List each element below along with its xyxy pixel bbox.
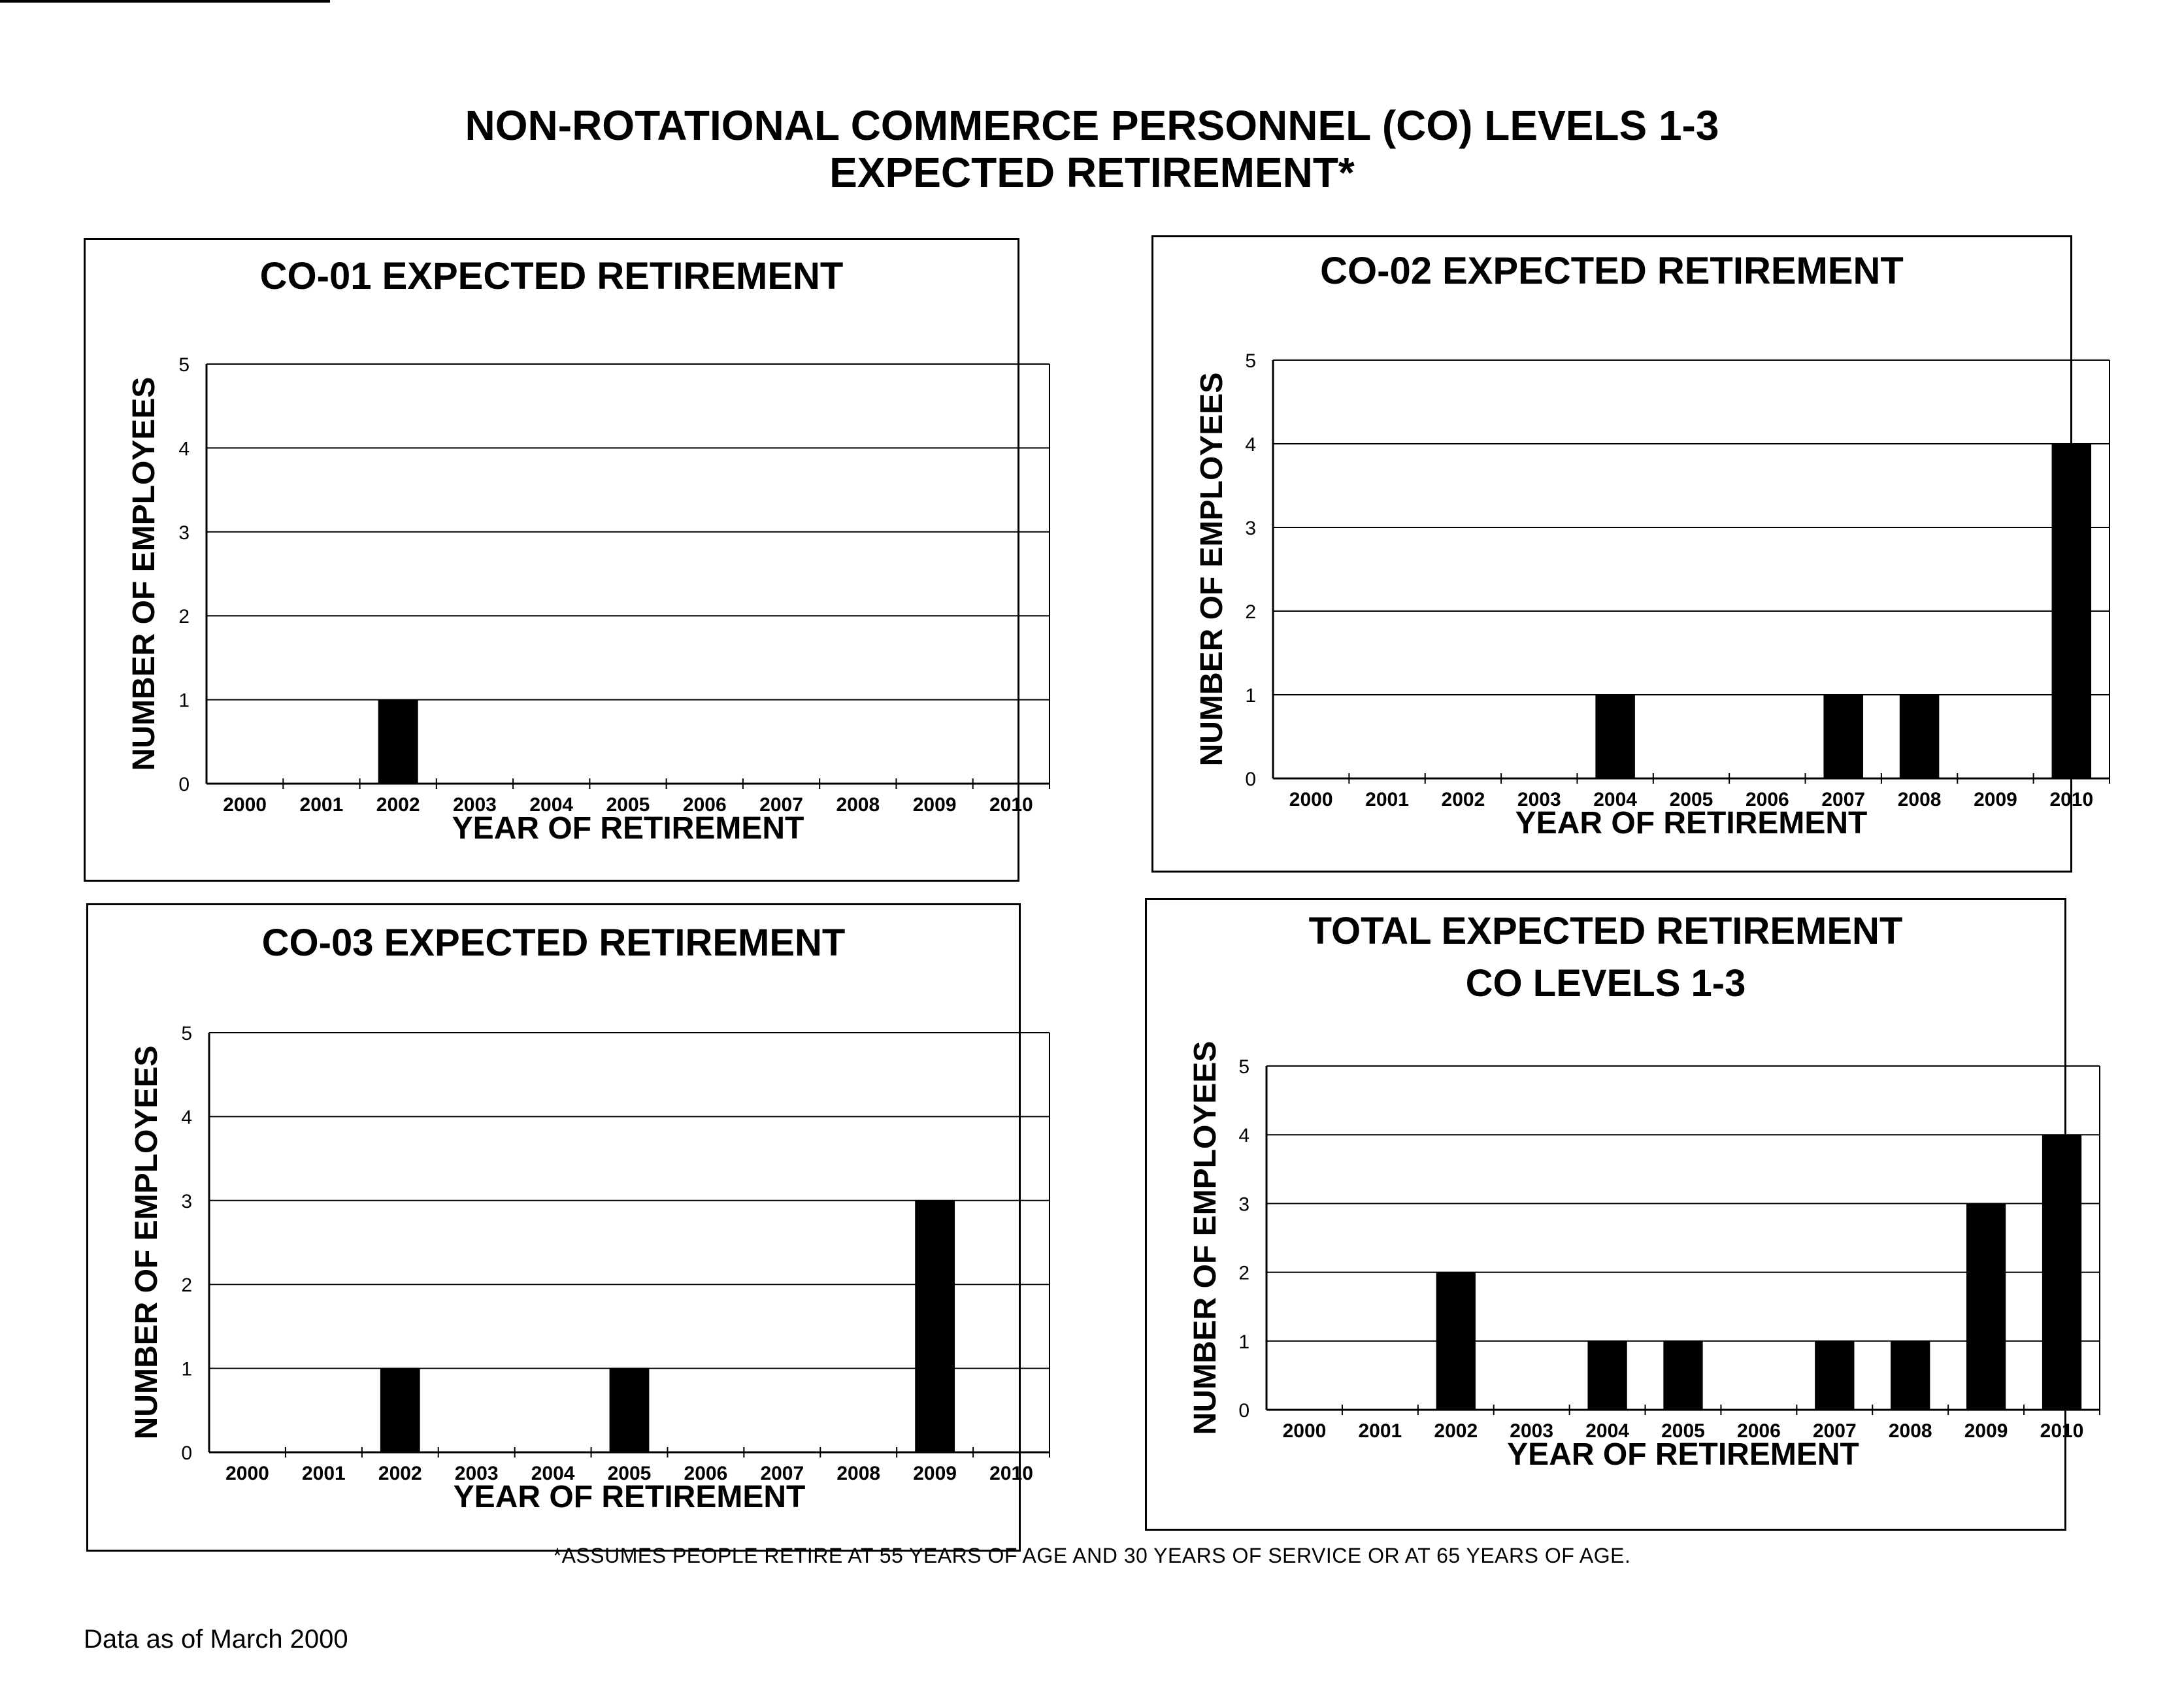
x-tick-label: 2000 <box>1289 789 1333 810</box>
y-axis-label: NUMBER OF EMPLOYEES <box>127 376 161 771</box>
x-tick-label: 2009 <box>1974 789 2017 810</box>
chart-panel-total <box>1145 898 2084 1531</box>
bar-2008 <box>1891 1341 1930 1410</box>
x-tick-label: 2007 <box>1821 789 1866 810</box>
x-tick-label: 2006 <box>1745 789 1789 810</box>
x-tick-label: 2008 <box>1888 1420 1932 1442</box>
bar-2007 <box>1815 1341 1854 1410</box>
bar-2002 <box>378 700 418 784</box>
chart-panel-co01 <box>84 238 1033 882</box>
y-axis-label: NUMBER OF EMPLOYEES <box>1195 372 1229 767</box>
y-tick-label: 0 <box>1238 1400 1249 1422</box>
x-axis-label: YEAR OF RETIREMENT <box>1515 806 1868 841</box>
y-tick-label: 4 <box>1238 1125 1249 1147</box>
y-tick-label: 5 <box>181 1023 192 1044</box>
y-axis-label: NUMBER OF EMPLOYEES <box>129 1045 164 1440</box>
y-tick-label: 4 <box>1245 434 1256 456</box>
bar-2004 <box>1587 1341 1627 1410</box>
bar-2010 <box>2052 444 2092 778</box>
x-tick-label: 2007 <box>759 794 803 816</box>
chart-title: TOTAL EXPECTED RETIREMENT <box>1308 910 1903 952</box>
bar-chart-co02 <box>1153 237 2094 875</box>
chart-title: CO-03 EXPECTED RETIREMENT <box>261 922 846 964</box>
chart-panel-co02 <box>1151 235 2094 873</box>
x-tick-label: 2003 <box>453 794 497 816</box>
x-tick-label: 2000 <box>223 794 267 816</box>
chart-title: CO-01 EXPECTED RETIREMENT <box>259 255 844 297</box>
y-tick-label: 5 <box>178 354 190 376</box>
page-subtitle: EXPECTED RETIREMENT* <box>829 149 1355 196</box>
y-tick-label: 4 <box>178 438 190 460</box>
y-tick-label: 3 <box>178 522 190 544</box>
x-tick-label: 2000 <box>225 1463 269 1484</box>
x-tick-label: 2002 <box>1441 789 1485 810</box>
x-tick-label: 2004 <box>1593 789 1638 810</box>
x-tick-label: 2003 <box>1510 1420 1554 1442</box>
x-tick-label: 2005 <box>1661 1420 1705 1442</box>
x-tick-label: 2009 <box>912 794 957 816</box>
x-tick-label: 2009 <box>1964 1420 2008 1442</box>
x-tick-label: 2009 <box>913 1463 957 1484</box>
x-axis-label: YEAR OF RETIREMENT <box>453 1480 806 1514</box>
x-tick-label: 2000 <box>1282 1420 1327 1442</box>
x-tick-label: 2007 <box>1812 1420 1857 1442</box>
x-tick-label: 2010 <box>989 794 1033 816</box>
y-tick-label: 4 <box>181 1107 192 1129</box>
x-tick-label: 2008 <box>836 794 880 816</box>
x-tick-label: 2004 <box>531 1463 575 1484</box>
x-tick-label: 2003 <box>1517 789 1561 810</box>
x-tick-label: 2008 <box>1897 789 1942 810</box>
x-tick-label: 2010 <box>989 1463 1033 1484</box>
y-tick-label: 2 <box>1238 1262 1249 1284</box>
y-tick-label: 0 <box>178 774 190 795</box>
bar-chart-total <box>1147 900 2084 1533</box>
x-tick-label: 2004 <box>529 794 574 816</box>
bar-chart-co03 <box>88 905 1033 1554</box>
bar-2005 <box>1663 1341 1702 1410</box>
data-date-note: Data as of March 2000 <box>84 1625 348 1654</box>
footnote: *ASSUMES PEOPLE RETIRE AT 55 YEARS OF AGE AND 30 YEARS OF SERVICE OR AT 65 YEARS OF AGE. <box>553 1544 1631 1567</box>
bar-2002 <box>1436 1273 1476 1410</box>
x-tick-label: 2002 <box>1434 1420 1478 1442</box>
y-tick-label: 3 <box>1245 518 1256 539</box>
y-tick-label: 1 <box>178 690 190 712</box>
bar-2010 <box>2042 1135 2081 1410</box>
top-rule <box>0 0 330 3</box>
bar-2009 <box>915 1201 955 1452</box>
y-tick-label: 5 <box>1245 350 1256 372</box>
y-tick-label: 0 <box>181 1442 192 1464</box>
y-tick-label: 3 <box>1238 1193 1249 1216</box>
x-tick-label: 2001 <box>301 1463 346 1484</box>
bar-2007 <box>1823 695 1863 778</box>
y-tick-label: 1 <box>181 1358 192 1380</box>
chart-title: CO-02 EXPECTED RETIREMENT <box>1320 250 1904 292</box>
x-tick-label: 2003 <box>454 1463 499 1484</box>
y-tick-label: 2 <box>181 1275 192 1297</box>
y-tick-label: 2 <box>1245 601 1256 623</box>
x-tick-label: 2006 <box>682 794 727 816</box>
bar-2008 <box>1900 695 1940 778</box>
y-axis-label: NUMBER OF EMPLOYEES <box>1188 1041 1223 1435</box>
y-tick-label: 0 <box>1245 769 1256 790</box>
x-axis-label: YEAR OF RETIREMENT <box>1507 1437 1859 1472</box>
bar-2009 <box>1966 1203 2006 1410</box>
x-tick-label: 2006 <box>684 1463 728 1484</box>
x-tick-label: 2007 <box>760 1463 804 1484</box>
x-tick-label: 2005 <box>1669 789 1713 810</box>
x-tick-label: 2001 <box>1358 1420 1402 1442</box>
x-tick-label: 2008 <box>836 1463 881 1484</box>
x-tick-label: 2005 <box>607 1463 652 1484</box>
x-tick-label: 2002 <box>378 1463 422 1484</box>
x-tick-label: 2005 <box>606 794 650 816</box>
chart-panel-co03 <box>86 903 1033 1552</box>
y-tick-label: 3 <box>181 1190 192 1212</box>
y-tick-label: 1 <box>1245 685 1256 707</box>
bar-chart-co01 <box>86 240 1033 884</box>
bar-2002 <box>380 1369 420 1452</box>
chart-subtitle: CO LEVELS 1-3 <box>1465 962 1746 1005</box>
y-tick-label: 2 <box>178 606 190 628</box>
y-tick-label: 1 <box>1238 1331 1249 1353</box>
bar-2004 <box>1595 695 1635 778</box>
x-tick-label: 2010 <box>2040 1420 2084 1442</box>
x-tick-label: 2006 <box>1737 1420 1781 1442</box>
bar-2005 <box>610 1369 650 1452</box>
x-tick-label: 2002 <box>376 794 420 816</box>
x-axis-label: YEAR OF RETIREMENT <box>452 811 804 846</box>
x-tick-label: 2001 <box>299 794 344 816</box>
y-tick-label: 5 <box>1238 1056 1249 1078</box>
page-title: NON-ROTATIONAL COMMERCE PERSONNEL (CO) LEVELS 1-3 <box>465 102 1719 149</box>
x-tick-label: 2004 <box>1585 1420 1629 1442</box>
x-tick-label: 2010 <box>2049 789 2094 810</box>
x-tick-label: 2001 <box>1365 789 1409 810</box>
